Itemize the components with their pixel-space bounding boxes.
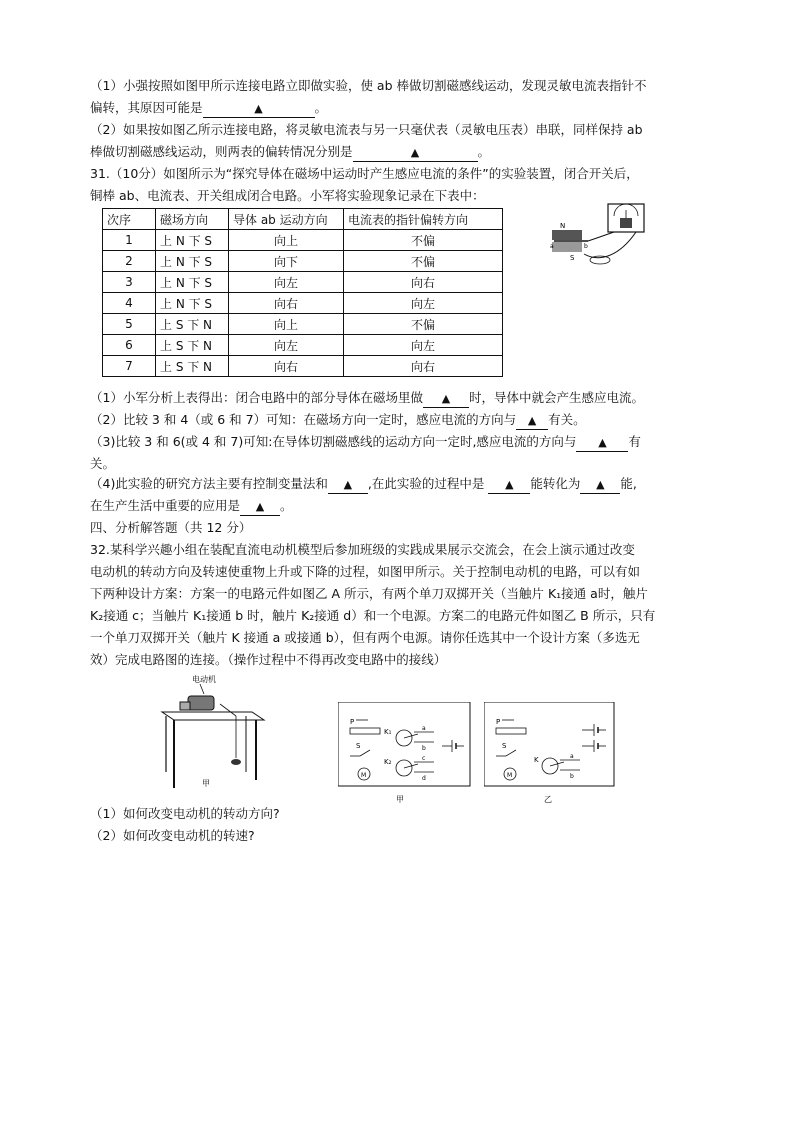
fig-label-n: N: [560, 222, 566, 230]
label-k: K: [534, 756, 539, 764]
cell-motion: 向右: [229, 293, 344, 314]
motor-table-figure: [160, 672, 270, 792]
label-c: c: [422, 755, 426, 762]
q31-sub2-text: （2）比较 3 和 4（或 6 和 7）可知：在磁场方向一定时，感应电流的方向与: [90, 412, 517, 427]
cell-motion: 向上: [229, 314, 344, 335]
motor-label: 电动机: [192, 675, 216, 684]
answer-blank[interactable]: ▲: [203, 101, 315, 118]
cell-motion: 向左: [229, 272, 344, 293]
table-row: [103, 251, 503, 272]
answer-blank[interactable]: ▲: [516, 413, 548, 430]
q32-line4: K₂接通 c；当触片 K₁接通 b 时，触片 K₂接通 d）和一个电源。方案二的电路元件如图乙 B 所示，只有: [90, 608, 656, 623]
q31-sub4-mid1: ,在此实验的过程中是: [367, 476, 485, 491]
label-p: P: [350, 718, 355, 726]
cell-field: 上 S 下 N: [156, 335, 229, 356]
q30-part2-end: 。: [477, 144, 491, 159]
label-s: S: [356, 742, 361, 750]
cell-order: 6: [103, 335, 156, 356]
q30-part2-line2: [90, 142, 710, 162]
answer-blank[interactable]: ▲: [488, 477, 530, 494]
table-row: [103, 272, 503, 293]
q31-sub1-end: 时，导体中就会产生感应电流。: [468, 390, 644, 405]
cell-motion: 向上: [229, 230, 344, 251]
cell-field: 上 N 下 S: [156, 230, 229, 251]
q31-sub3: [90, 432, 710, 452]
label-m: M: [507, 772, 513, 779]
induction-apparatus-figure: [548, 196, 658, 276]
cell-deflection: 向右: [344, 272, 503, 293]
label-k1: K₁: [384, 728, 392, 736]
q32-sub1: （1）如何改变电动机的转动方向?: [90, 806, 280, 821]
answer-blank[interactable]: ▲: [240, 499, 280, 516]
cell-motion: 向左: [229, 335, 344, 356]
magnet-icon: [552, 230, 582, 240]
header-order: 次序: [103, 209, 156, 230]
q32-sub2: （2）如何改变电动机的转速?: [90, 828, 255, 843]
label-a: a: [570, 753, 574, 760]
q31-sub4-text2: 在生产生活中重要的应用是: [90, 498, 241, 513]
cell-deflection: 不偏: [344, 230, 503, 251]
cell-order: 3: [103, 272, 156, 293]
motor-icon: [188, 696, 214, 710]
q31-intro-line1: 31.（10分）如图所示为“探究导体在磁场中运动时产生感应电流的条件”的实验装置，闭合开关后，: [90, 166, 639, 181]
q32-line3: 下两种设计方案：方案一的电路元件如图乙 A 所示，有两个单刀双掷开关（当触片 K₁接通 a时，触片: [90, 586, 648, 601]
cell-field: 上 N 下 S: [156, 251, 229, 272]
cell-motion: 向右: [229, 356, 344, 377]
cell-order: 1: [103, 230, 156, 251]
table-header-row: [103, 209, 503, 230]
cell-field: 上 N 下 S: [156, 293, 229, 314]
q31-sub2: [90, 410, 710, 430]
weight-icon: [231, 759, 241, 765]
answer-blank[interactable]: ▲: [328, 477, 368, 494]
label-a: a: [422, 725, 426, 732]
q32-line1: 32.某科学兴趣小组在装配直流电动机模型后参加班级的实践成果展示交流会，在会上演示通过改变: [90, 542, 635, 557]
table-row: [103, 293, 503, 314]
table-row: [103, 314, 503, 335]
rheostat-icon: [350, 728, 380, 734]
q31-sub3-text: （3)比较 3 和 6(或 4 和 7)可知:在导体切割磁感线的运动方向一定时,感应电流的方向与: [90, 434, 577, 449]
answer-blank[interactable]: ▲: [353, 145, 478, 162]
fig-label-s: S: [570, 254, 575, 262]
q31-sub1: [90, 388, 710, 408]
fig-label-a: a: [550, 243, 554, 250]
header-motion: 导体 ab 运动方向: [229, 209, 344, 230]
cell-deflection: 不偏: [344, 251, 503, 272]
q32-line6: 效）完成电路图的连接。（操作过程中不得再改变电路中的接线）: [90, 652, 447, 667]
cell-field: 上 S 下 N: [156, 356, 229, 377]
cell-order: 5: [103, 314, 156, 335]
cell-deflection: 不偏: [344, 314, 503, 335]
q31-sub4-mid3: 能,: [620, 476, 637, 491]
circuit-b-figure: [484, 702, 616, 812]
q30-part1-end: 。: [314, 100, 328, 115]
q31-sub4: [90, 474, 710, 494]
answer-blank[interactable]: ▲: [423, 391, 469, 408]
label-p: P: [496, 718, 501, 726]
answer-blank[interactable]: ▲: [576, 435, 628, 452]
q31-intro-line2: 铜棒 ab、电流表、开关组成闭合电路。小军将实验现象记录在下表中：: [90, 188, 485, 203]
q30-part2-line1: （2）如果按如图乙所示连接电路，将灵敏电流表与另一只毫伏表（灵敏电压表）串联，同样保持 ab: [90, 122, 643, 137]
label-s: S: [502, 742, 507, 750]
label-b: b: [570, 773, 574, 780]
fig-jia-label: 甲: [202, 779, 210, 788]
answer-blank[interactable]: ▲: [580, 477, 620, 494]
circuit-a-figure: [338, 702, 472, 812]
q31-sub4-end: 。: [280, 498, 293, 513]
label-d: d: [422, 775, 426, 782]
header-deflection: 电流表的指针偏转方向: [344, 209, 503, 230]
cell-motion: 向下: [229, 251, 344, 272]
label-m: M: [361, 772, 367, 779]
fig-a-label: 甲: [396, 795, 404, 804]
header-field: 磁场方向: [156, 209, 229, 230]
table-row: [103, 230, 503, 251]
q31-sub3-mid: 有: [628, 434, 641, 449]
q32-line2: 电动机的转动方向及转速使重物上升或下降的过程，如图甲所示。关于控制电动机的电路，可以有如: [90, 564, 641, 579]
q30-part1-line2: [90, 98, 710, 118]
section-heading: 四、分析解答题（共 12 分）: [90, 520, 252, 535]
cell-field: 上 N 下 S: [156, 272, 229, 293]
cell-deflection: 向左: [344, 335, 503, 356]
q30-part1-text: 偏转，其原因可能是: [90, 100, 203, 115]
q31-sub4-mid2: 能转化为: [530, 476, 581, 491]
experiment-table: [102, 208, 503, 377]
cell-deflection: 向右: [344, 356, 503, 377]
q32-line5: 一个单刀双掷开关（触片 K 接通 a 或接通 b），但有两个电源。请你任选其中一个设计方案（多选无: [90, 630, 640, 645]
fig-b-label: 乙: [544, 795, 552, 804]
q31-sub3-cont: 关。: [90, 456, 116, 471]
cell-order: 4: [103, 293, 156, 314]
cell-deflection: 向左: [344, 293, 503, 314]
cell-order: 2: [103, 251, 156, 272]
q31-sub2-end: 有关。: [548, 412, 586, 427]
fig-label-b: b: [584, 243, 588, 250]
q30-part2-text: 棒做切割磁感线运动，则两表的偏转情况分别是: [90, 144, 353, 159]
label-k2: K₂: [384, 758, 392, 766]
table-row: [103, 335, 503, 356]
q30-part1-line1: （1）小强按照如图甲所示连接电路立即做实验，使 ab 棒做切割磁感线运动，发现灵敏电流表指针不: [90, 78, 647, 93]
table-row: [103, 356, 503, 377]
label-b: b: [422, 745, 426, 752]
rheostat-icon: [496, 728, 526, 734]
q31-sub4-cont: [90, 496, 710, 516]
q31-sub1-text: （1）小军分析上表得出：闭合电路中的部分导体在磁场里做: [90, 390, 423, 405]
cell-order: 7: [103, 356, 156, 377]
q31-sub4-text: （4)此实验的研究方法主要有控制变量法和: [90, 476, 328, 491]
cell-field: 上 S 下 N: [156, 314, 229, 335]
